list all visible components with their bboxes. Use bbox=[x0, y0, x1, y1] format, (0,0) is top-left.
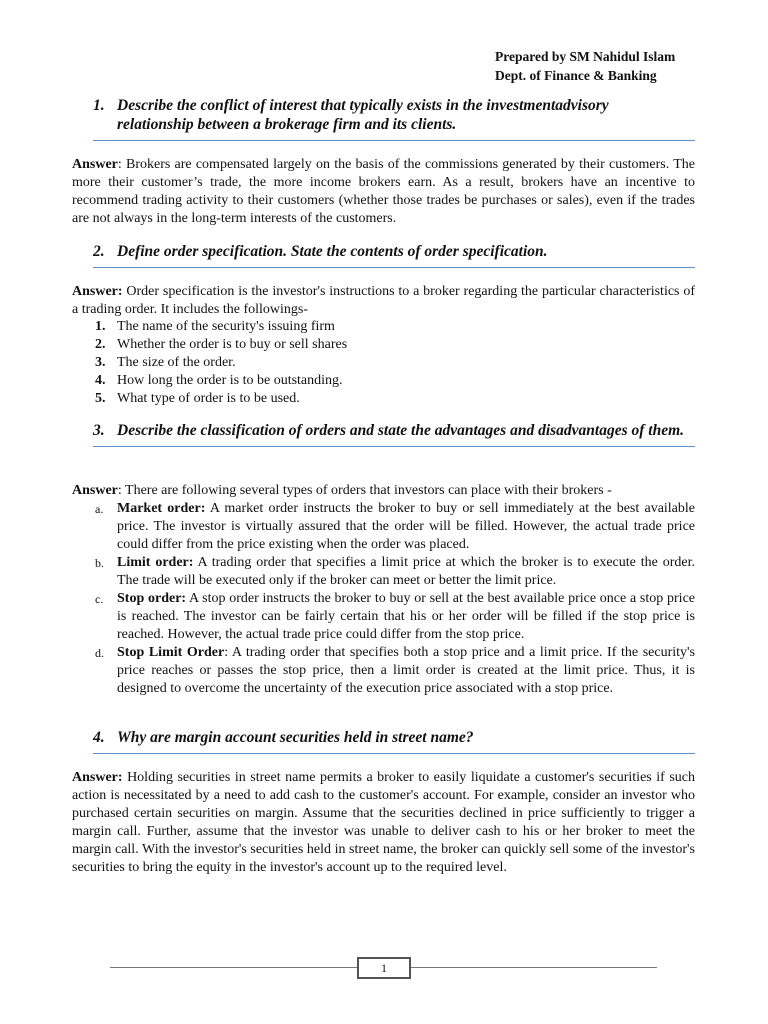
answer-2 bbox=[72, 283, 695, 319]
page-header bbox=[495, 47, 675, 85]
answer-label: Answer bbox=[72, 157, 118, 172]
question-3-heading bbox=[93, 421, 695, 447]
term: Market order: bbox=[117, 501, 206, 516]
order-spec-list bbox=[72, 318, 347, 408]
question-text: Describe the conflict of interest that typically exists in the investmentadvisory relationship between a brokerage firm and its clients. bbox=[117, 97, 609, 133]
list-item: 4. How long the order is to be outstanding. bbox=[95, 373, 343, 388]
author-line: Prepared by SM Nahidul Islam bbox=[495, 49, 676, 64]
term: Limit order: bbox=[117, 555, 194, 570]
answer-3 bbox=[72, 482, 695, 500]
page-number: 1 bbox=[357, 957, 411, 979]
question-1-heading bbox=[93, 96, 695, 141]
term: Stop order: bbox=[117, 591, 187, 606]
question-text: Describe the classification of orders and state the advantages and disadvantages of them. bbox=[117, 422, 685, 439]
question-text: Why are margin account securities held in street name? bbox=[117, 729, 474, 746]
question-text: Define order specification. State the contents of order specification. bbox=[117, 243, 548, 260]
question-number: 1. bbox=[93, 97, 105, 114]
answer-4 bbox=[72, 769, 695, 877]
footer-rule-right bbox=[411, 967, 657, 968]
answer-label: Answer bbox=[72, 483, 118, 498]
question-number: 2. bbox=[93, 243, 105, 260]
footer-rule-left bbox=[110, 967, 357, 968]
order-types-list bbox=[72, 500, 695, 698]
answer-label: Answer: bbox=[72, 770, 123, 785]
list-item: a. Market order: A market order instructs the broker to buy or sell immediately at the best available price. The investor is virtually assured that the order will be filled. However, the actual trade price could differ from the price existing when the order was placed. bbox=[95, 501, 695, 552]
list-item: 3. The size of the order. bbox=[95, 355, 236, 370]
answer-text: Order specification is the investor's instructions to a broker regarding the particular characteristics of a trading order. It includes the followings- bbox=[72, 284, 695, 317]
list-item: 5. What type of order is to be used. bbox=[95, 391, 300, 406]
list-item: d. Stop Limit Order: A trading order that specifies both a stop price and a limit price. If the security's price reaches or passes the stop price, then a limit order is created at the limit price. Thus, it is designed to overcome the uncertainty of the execution price associated with a stop price. bbox=[95, 645, 695, 696]
question-number: 4. bbox=[93, 729, 105, 746]
department-line: Dept. of Finance & Banking bbox=[495, 68, 657, 83]
term: Stop Limit Order bbox=[117, 645, 225, 660]
answer-text: Holding securities in street name permits a broker to easily liquidate a customer's securities if such action is necessitated by a need to add cash to the customer's account. For example, consider an investor who purchased certain securities on margin. Assume that the securities declined in price sufficiently to trigger a margin call. Further, assume that the investor was unable to deliver cash to his or her broker to meet the margin call. With the investor's securities held in street name, the broker can quickly sell some of the investor's securities to bring the equity in the investor's account up to the required level. bbox=[72, 770, 695, 875]
question-4-heading bbox=[93, 728, 695, 754]
list-item: 2. Whether the order is to buy or sell shares bbox=[95, 337, 348, 352]
question-2-heading bbox=[93, 242, 695, 268]
list-item: 1. The name of the security's issuing firm bbox=[95, 319, 335, 334]
answer-1 bbox=[72, 156, 695, 228]
answer-text: : There are following several types of orders that investors can place with their brokers - bbox=[117, 483, 612, 498]
answer-label: Answer: bbox=[72, 284, 123, 299]
list-item: b. Limit order: A trading order that specifies a limit price at which the broker is to execute the order. The trade will be executed only if the broker can meet or better the limit price. bbox=[95, 555, 696, 588]
answer-text: : Brokers are compensated largely on the basis of the commissions generated by their customers. The more their customer’s trade, the more income brokers earn. As a result, brokers have an incentive to recommend trading activity to their customers (whether those trades be purchases or sales), even if the trades are not always in the long-term interests of the customers. bbox=[72, 157, 695, 226]
list-item: c. Stop order: A stop order instructs the broker to buy or sell at the best available price once a stop price is reached. The investor can be fairly certain that his or her order will be filled if the stop price is reached. However, the actual trade price could differ from the stop price. bbox=[95, 591, 695, 642]
question-number: 3. bbox=[93, 422, 105, 439]
